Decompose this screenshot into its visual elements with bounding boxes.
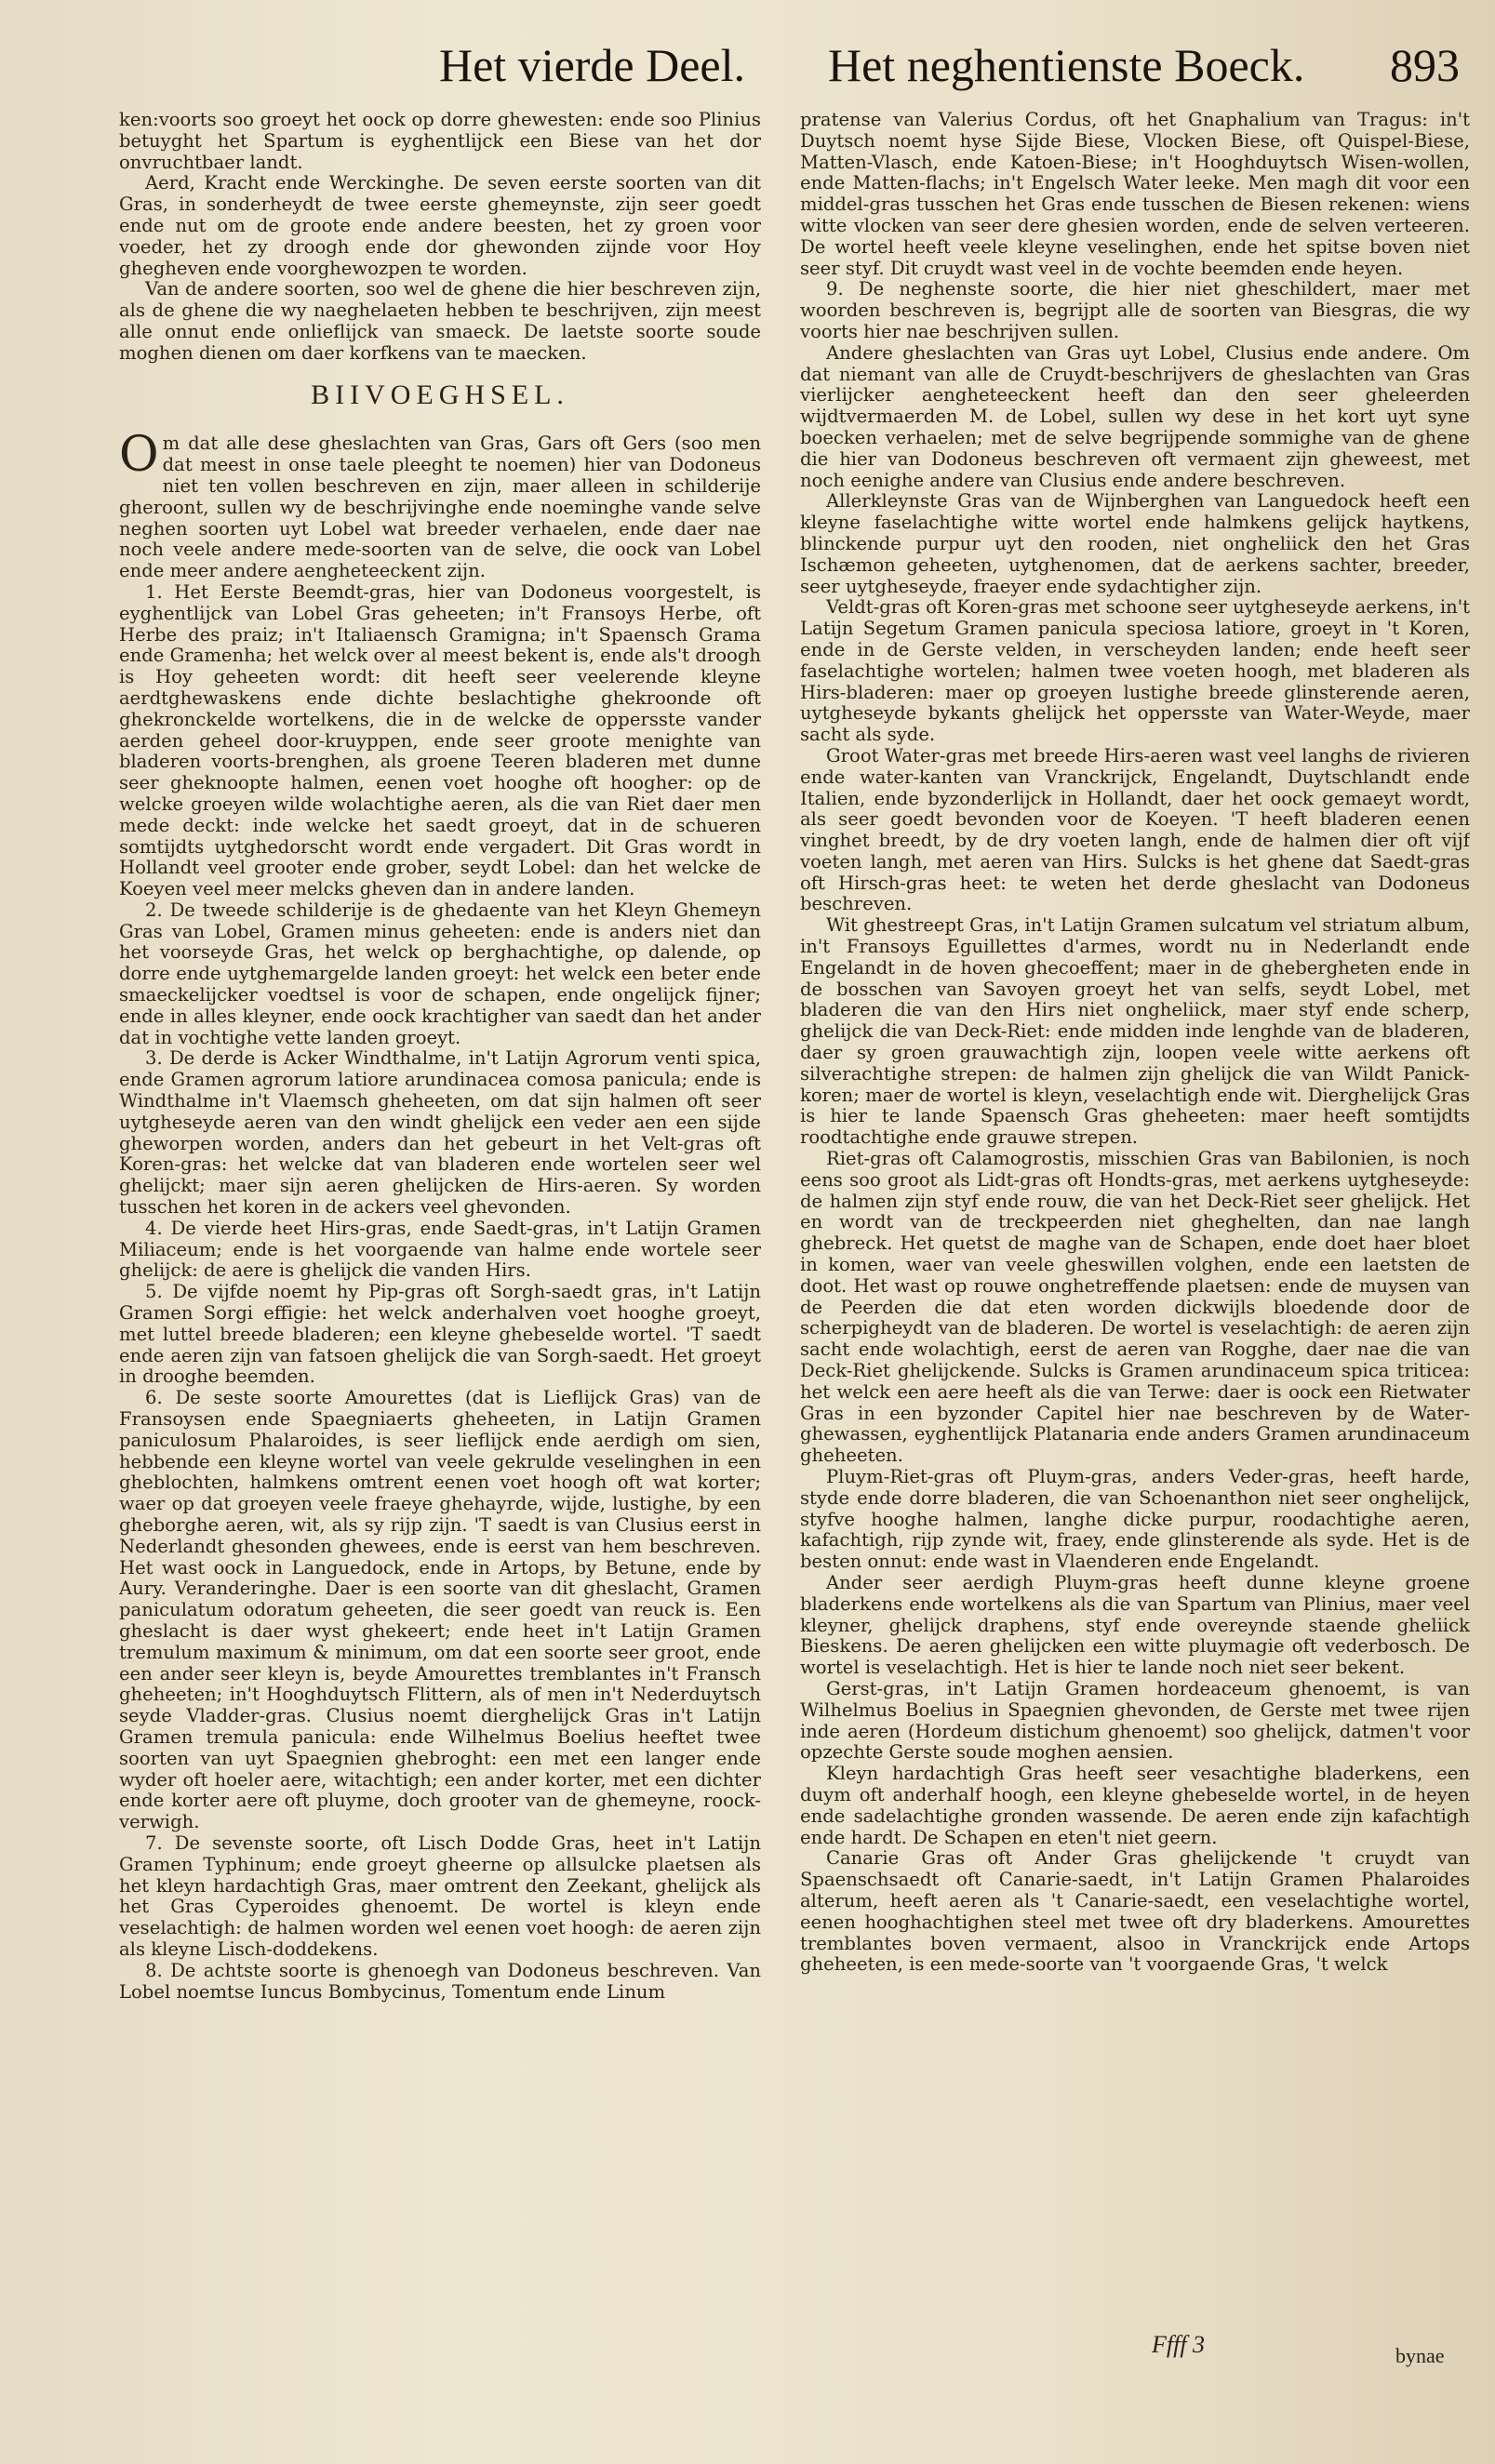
right-paragraph: Pluym-Riet-gras oft Pluym-gras, anders Veder-gras, heeft harde, styde ende dorre bladeren, die van Schoenanthon niet seer onghelijck, styfve hooghe halmen, langhe dicke purpur, roodachtighe aeren, kafachtigh, rijp zynde wit, fraey, ende glinsterende als syde. Het is de besten onnut: ende wast in Vlaenderen ende Engelandt. [800, 1466, 1470, 1573]
right-paragraph: Riet-gras oft Calamogrostis, misschien Gras van Babilonien, is noch eens soo groot als Lidt-gras oft Hondts-gras, met aerkens uytgheseyde: de halmen zijn styf ende rouw, die van het Deck-Riet seer ghelijck. Het en wordt van de treckpeerden niet gheghelten, dan nae langh ghebreck. Het quetst de maghe van de Schapen, ende doet haer bloet in komen, waer van veele gheswillen volghen, ende een laetsten de doot. Het wast op rouwe onghetreffende plaetsen: ende de muysen van de Peerden die dat eten worden dickwijls bloedende door de scherpigheydt van de bladeren. De wortel is veselachtigh: de aeren zijn sacht ende wolachtigh, eerst de aeren van Rogghe, daer nae die van Deck-Riet ghelijckende. Sulcks is Gramen arundinaceum spica triticea: het welck een aere heeft als die van Terwe: daer is oock een Rietwater Gras in een byzonder Capitel hier nae beschreven by de Water-ghewassen, eyghentlijck Platanaria ende anders Gramen arundinaceum gheheeten. [800, 1148, 1470, 1467]
left-paragraph: 8. De achtste soorte is ghenoegh van Dodoneus beschreven. Van Lobel noemtse Iuncus Bombycinus, Tomentum ende Linum [119, 1959, 761, 2003]
left-paragraph: 1. Het Eerste Beemdt-gras, hier van Dodoneus voorgestelt, is eyghentlijck van Lobel Gras geheeten; in't Fransoys Herbe, oft Herbe des praiz; in't Italiaensch Gramigna; in't Spaensch Grama ende Gramenha; het welck over al meest bekent is, ende als't droogh is Hoy geheeten wordt: dit heeft seer veelerende kleyne aerdtghewaskens ende dichte beslachtighe ghekroonde oft ghekronckelde wortelkens, die in de welcke de oppersste vander aerden geheel door-kruyppen, ende seer groote menighte van bladeren voorts-brenghen, als groene Teeren bladeren met dunne seer gheknoopte halmen, eenen voet hooghe oft hoogher: op de welcke groeyen wilde wolachtighe aeren, als die van Riet daer men mede deckt: inde welcke het saedt groeyt, dat in de schueren somtijdts uytghedorscht wordt ende vergadert. Dit Gras wordt in Hollandt veel grooter ende grober, seydt Lobel: dan het welcke de Koeyen veel meer melcks gheven dan in andere landen. [119, 580, 761, 900]
left-paragraph: 7. De sevenste soorte, oft Lisch Dodde Gras, heet in't Latijn Gramen Typhinum; ende groeyt gheerne op allsulcke plaetsen als het kleyn hardachtigh Gras, maer omtrent den Zeekant, ghelijck als het Gras Cyperoides ghenoemt. De wortel is kleyn ende veselachtigh: de halmen worden wel eenen voet hoogh: de aeren zijn als kleyne Lisch-doddekens. [119, 1831, 761, 1960]
right-paragraph: Wit ghestreept Gras, in't Latijn Gramen sulcatum vel striatum album, in't Fransoys Eguillettes d'armes, wordt nu in Nederlandt ende Engelandt in de hoven ghecoeffent; maer in de ghebergheten ende in de bosschen van Savoyen groeyt het van selfs, seydt Lobel, met bladeren die van den Hirs niet ongheliick, maer styf ende scherp, ghelijck die van Deck-Riet: ende midden inde lenghde van de bladeren, daer sy groen grauwachtigh zijn, loopen veele witte aerkens oft silverachtighe strepen: de halmen zijn ghelijck die van Wildt Panick-koren; maer de wortel is kleyn, veselachtigh ende wit. Dierghelijck Gras is hier te lande Spaensch Gras gheheeten: maer heeft somtijdts roodtachtighe ende grauwe strepen. [800, 914, 1470, 1149]
page-number: 893 [1390, 39, 1460, 91]
right-paragraph: Kleyn hardachtigh Gras heeft seer vesachtighe bladerkens, een duym oft anderhalf hoogh, een kleyne ghebeselde wortel, in de heyen ende sadelachtighe gronden wassende. De aeren ende zijn kafachtigh ende hardt. De Schapen en eten't niet geern. [800, 1763, 1470, 1848]
section-title: BIIVOEGHSEL. [311, 379, 569, 410]
right-paragraph: Veldt-gras oft Koren-gras met schoone seer uytgheseyde aerkens, in't Latijn Segetum Gramen panicula speciosa latiore, groeyt in 't Koren, ende in de Gerste velden, in verscheyden landen; ende heeft seer faselachtighe wortelen; halmen twee voeten hoogh, met bladeren als Hirs-bladeren: maer op groeyen lustighe breede glinsterende aeren, uytgheseyde bykants ghelijck het oppersste van Water-Weyde, maer sacht als syde. [800, 596, 1470, 746]
left-paragraph: Van de andere soorten, soo wel de ghene die hier beschreven zijn, als de ghene die wy naeghelaeten hebben te beschrijven, zijn meest alle onnut ende onlieflijck van smaeck. De laetste soorte soude moghen dienen om daer korfkens van te maecken. [119, 278, 761, 364]
running-head-right: Het neghentienste Boeck. [828, 39, 1305, 91]
signature-mark: Ffff 3 [1152, 2331, 1206, 2358]
left-paragraph: 3. De derde is Acker Windthalme, in't Latijn Agrorum venti spica, ende Gramen agrorum latiore arundinacea comosa panicula; ende is Windthalme in't Vlaemsch gheheeten, om dat sijn halmen oft seer uytgheseyde aeren van den windt ghelijck een veder aen een sijde gheworpen worden, anders dan het gebeurt in het Velt-gras oft Koren-gras: het welcke dat van bladeren ende wortelen seer wel ghelijckt; maer sijn aeren ghelijcken de Hirs-aeren. Sy worden tusschen het koren in de ackers veel ghevonden. [119, 1047, 761, 1219]
running-head-left: Het vierde Deel. [439, 39, 746, 91]
right-paragraph: pratense van Valerius Cordus, oft het Gnaphalium van Tragus: in't Duytsch noemt hyse Sijde Biese, Vlocken Biese, oft Quispel-Biese, Matten-Vlasch, ende Katoen-Biese; in't Hooghduytsch Wisen-wollen, ende Matten-flachs; in't Engelsch Water leeke. Men magh dit voor een middel-gras tusschen het Gras ende tusschen de Biesen rekenen: wiens witte vlocken van seer dere ghesien worden, ende de selven verteeren. De wortel heeft veele kleyne veselinghen, ende het spitse boven niet seer styf. Dit cruydt wast veel in de vochte beemden ende heyen. [800, 110, 1470, 279]
running-head [0, 37, 1495, 102]
right-column [800, 110, 1470, 2324]
left-paragraph: ken:voorts soo groeyt het oock op dorre ghewesten: ende soo Plinius betuyght het Spartum is eyghentlijck een Biese van het dor onvruchtbaer landt. [119, 110, 761, 173]
right-paragraph: Ander seer aerdigh Pluym-gras heeft dunne kleyne groene bladerkens ende wortelkens als die van Spartum van Plinius, maer veel kleyner, ghelijck draphens, styf ende overeynde staende gheliick Bieskens. De aeren ghelijcken een witte pluymagie oft vederbosch. De wortel is veselachtigh. Het is hier te lande noch niet seer bekent. [800, 1571, 1470, 1679]
left-paragraph: 4. De vierde heet Hirs-gras, ende Saedt-gras, in't Latijn Gramen Miliaceum; ende is het voorgaende van halme ende wortele seer ghelijck: de aere is ghelijck die vanden Hirs. [119, 1217, 761, 1282]
right-paragraph: Gerst-gras, in't Latijn Gramen hordeaceum ghenoemt, is van Wilhelmus Boelius in Spaegnien ghevonden, de Gerste met twee rijen inde aeren (Hordeum distichum ghenoemt) soo ghelijck, datmen't voor opzechte Gerste soude moghen aensien. [800, 1677, 1470, 1764]
left-paragraph: Om dat alle dese gheslachten van Gras, Gars oft Gers (soo men dat meest in onse taele pleeght te noemen) hier van Dodoneus niet ten vollen beschreven en zijn, maer alleen in schilderije gheroont, sullen wy de beschrijvinghe ende noeminghe vande selve neghen soorten uyt Lobel wat breeder verhaelen, ende daer nae noch veele andere mede-soorten van de selve, die oock van Lobel ende meer andere aengheteeckent zijn. [119, 427, 761, 582]
catchword: bynae [1395, 2344, 1445, 2367]
right-paragraph: 9. De neghenste soorte, die hier niet gheschildert, maer met woorden beschreven is, begrijpt alle de soorten van Biesgras, die wy voorts hier nae beschrijven sullen. [800, 278, 1470, 342]
right-paragraph: Canarie Gras oft Ander Gras ghelijckende 't cruydt van Spaenschsaedt oft Canarie-saedt, in't Latijn Gramen Phalaroides alterum, heeft aeren als 't Canarie-saedt, een veselachtighe wortel, eenen hooghachtighen steel met twee oft dry bladerkens. Amourettes tremblantes boven vermaent, alsoo in Vranckrijck ende Artops gheheeten, is een mede-soorte van 't voorgaende Gras, 't welck [800, 1847, 1470, 1976]
right-paragraph: Andere gheslachten van Gras uyt Lobel, Clusius ende andere. Om dat niemant van alle de Cruydt-beschrijvers de gheslachten van Gras vierlijcker aengheteeckent heeft dan den seer gheleerden wijdtvermaerden M. de Lobel, sullen wy dese in het kort uyt syne boecken verhaelen; met de selve begrijpende sommighe van de ghene die hier van Dodoneus beschreven oft vermaent zijn gheweest, met noch eenighe andere van Clusius ende andere beschreven. [800, 341, 1470, 491]
left-paragraph: Aerd, Kracht ende Werckinghe. De seven eerste soorten van dit Gras, in sonderheydt de twee eerste ghemeynste, zijn seer goedt ende nut om de groote ende andere beesten, het zy groen voor voeder, het zy droogh ende dor ghewonden zijnde voor Hoy ghegheven ende voorghewozpen te worden. [119, 172, 761, 279]
left-paragraph: 5. De vijfde noemt hy Pip-gras oft Sorgh-saedt gras, in't Latijn Gramen Sorgi effigie: het welck anderhalven voet hooghe groeyt, met luttel breede bladeren; een kleyne ghebeselde wortel. 'T saedt ende aeren zijn van fatsoen ghelijck die van Sorgh-saedt. Het groeyt in drooghe beemden. [119, 1281, 761, 1388]
right-paragraph: Groot Water-gras met breede Hirs-aeren wast veel langhs de rivieren ende water-kanten van Vranckrijck, Engelandt, Duytschlandt ende Italien, ende byzonderlijck in Hollandt, daer het oock gemaeyt wordt, als seer goedt bevonden voor de Koeyen. 'T heeft bladeren eenen vinghet breedt, by de dry voeten langh, ende de halmen dier oft vijf voeten langh, met aeren van Hirs. Sulcks is het ghene dat Saedt-gras oft Hirsch-gras heet: te weten het derde gheslacht van Dodoneus beschreven. [800, 744, 1470, 915]
left-paragraph: 2. De tweede schilderije is de ghedaente van het Kleyn Ghemeyn Gras van Lobel, Gramen minus geheeten: ende is anders niet dan het voorseyde Gras, het welck op berghachtighe, op dalende, op dorre ende uytghemargelde landen groeyt: het welck een beter ende smaeckelijcker voedtsel is voor de schapen, ende ongelijck fijner; ende in alles kleyner, ende oock krachtigher van saedt dan het ander dat in vochtighe vette landen groeyt. [119, 899, 761, 1048]
left-paragraph: 6. De seste soorte Amourettes (dat is Lieflijck Gras) van de Fransoysen ende Spaegniaerts gheheeten, in Latijn Gramen paniculosum Phalaroides, is seer lieflijck ende aerdigh om sien, hebbende een kleyne wortel van veele gekrulde veselinghen in een gheblochten, halmkens omtrent eenen voet hoogh oft wat korter; waer op dat groeyen veele fraeye ghehayrde, wijde, lustighe, by een gheborghe aeren, wit, als sy rijp zijn. 'T saedt is van Clusius eerst in Nederlandt ghesonden ghewees, ende is eerst van hem beschreven. Het wast oock in Languedock, ende in Artops, by Betune, ende by Aury. Veranderinghe. Daer is een soorte van dit gheslacht, Gramen paniculatum odoratum geheeten, die seer goedt van reuck is. Een gheslacht is daer wyst ghekeert; ende heet in't Latijn Gramen tremulum maximum & minimum, om dat een soorte seer groot, ende een ander seer kleyn is, beyde Amourettes tremblantes in't Fransch gheheeten; in't Hooghduytsch Flittern, als of men in't Nederduytsch seyde Vladder-gras. Clusius noemt dierghelijck Gras in't Latijn Gramen tremula panicula: ende Wilhelmus Boelius heeftet twee soorten van uyt Spaegnien ghebroght: een met een langer ende wyder oft hoeler aere, witachtigh; een ander korter, met een dichter ende korter aere oft pluyme, doch grooter van de ghemeyne, roock-verwigh. [119, 1387, 761, 1833]
left-column [119, 110, 761, 2324]
right-paragraph: Allerkleynste Gras van de Wijnberghen van Languedock heeft een kleyne faselachtighe witte wortel ende halmkens gelijck haytkens, blinckende purpur uyt den rooden, niet ongheliick den het Gras Ischæmon geheeten, uytghenomen, dat de aerkens sachter, breeder, seer uytgheseyde, fraeyer ende sydachtigher zijn. [800, 490, 1470, 597]
